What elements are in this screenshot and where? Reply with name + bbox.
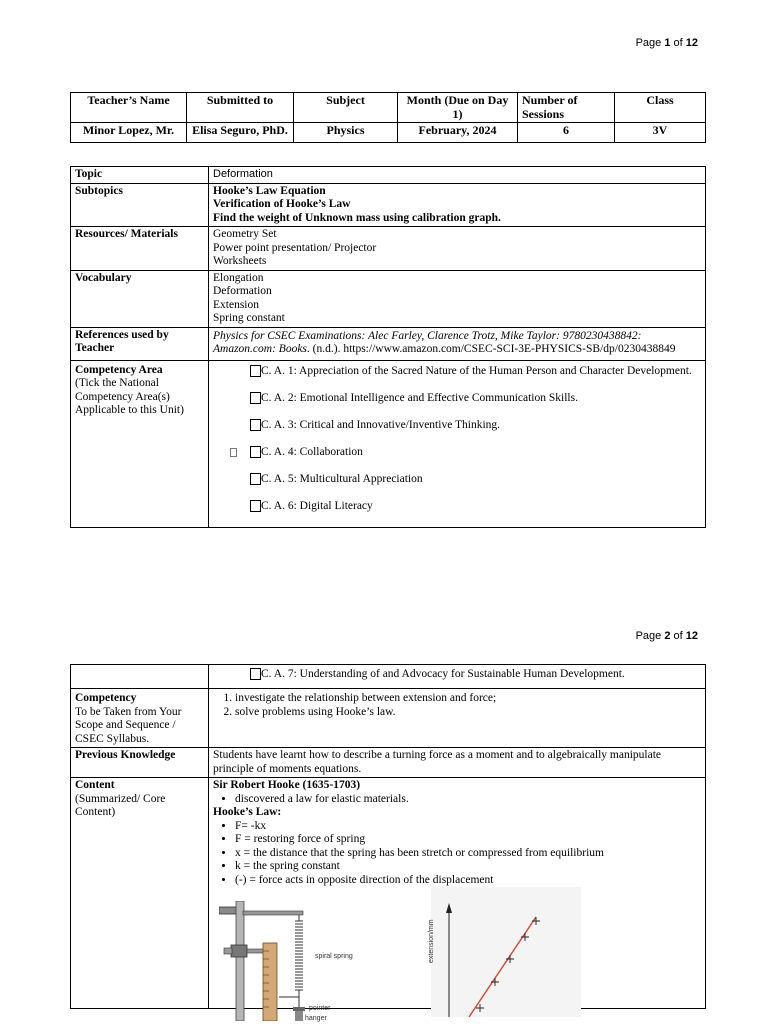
extension-graph [431, 887, 581, 1017]
hookes-bullet: • x = the distance that the spring has been stretch or compressed from equilibrium [235, 847, 701, 861]
hookes-bullet: • (-) = force acts in opposite direction of the displacement [235, 874, 701, 888]
vocabulary-item: Extension [213, 298, 259, 311]
vocabulary-item: Spring constant [213, 312, 285, 324]
checkbox-icon[interactable] [250, 419, 261, 431]
page-number: Page 2 of 12 [635, 630, 698, 642]
pointer-label: pointer [309, 1005, 331, 1012]
references-text [209, 327, 706, 360]
checkbox-icon[interactable] [250, 500, 261, 512]
hookes-law-heading: Hooke’s Law: [213, 806, 282, 818]
competency-item: 2. solve problems using Hooke’s law. [235, 706, 701, 720]
content-heading: Sir Robert Hooke (1635-1703) [213, 779, 361, 791]
vocabulary-item: Deformation [213, 285, 272, 297]
checkbox-icon[interactable] [250, 473, 261, 485]
content-note: (Summarized/ Core Content) [75, 792, 166, 818]
header-teacher-label: Teacher’s Name [71, 93, 187, 123]
lesson-header-table [70, 92, 706, 143]
competency-area-item[interactable]: C. A. 2: Emotional Intelligence and Effective Communication Skills. [209, 391, 701, 418]
class-name: 3V [615, 123, 706, 143]
competency-area-item[interactable]: C. A. 1: Appreciation of the Sacred Nature of the Human Person and Character Development. [209, 364, 701, 391]
competency-area-item[interactable]: C. A. 3: Critical and Innovative/Inventive Thinking. [209, 418, 701, 445]
resources-label: Resources/ Materials [71, 227, 209, 271]
page-number: Page 1 of 12 [635, 37, 698, 49]
vocabulary-label: Vocabulary [71, 270, 209, 327]
references-label: References used by Teacher [71, 327, 209, 360]
header-submitted-label: Submitted to [187, 93, 294, 123]
header-month-label: Month (Due on Day 1) [398, 93, 518, 123]
previous-knowledge-text: Students have learnt how to describe a turning force as a moment and to algebraically manipulate principle of moments equations. [209, 748, 706, 778]
checkbox-icon[interactable] [250, 392, 261, 404]
competency-area-item[interactable]: C. A. 5: Multicultural Appreciation [209, 472, 701, 499]
subtopic-item: Verification of Hooke’s Law [213, 198, 351, 210]
subtopics-list [209, 183, 706, 227]
competency-list [209, 689, 706, 748]
subtopics-label: Subtopics [71, 183, 209, 227]
competency-content-table [70, 664, 706, 1022]
topic-value: Deformation [209, 167, 706, 184]
competency-area-item[interactable]: C. A. 6: Digital Literacy [209, 499, 701, 526]
checkbox-icon[interactable] [250, 668, 261, 680]
header-class-label: Class [615, 93, 706, 123]
content-cell [71, 778, 209, 1009]
competency-note: To be Taken from Your Scope and Sequence / CSEC Syllabus. [75, 705, 182, 745]
y-axis-label: extension/mm [428, 919, 435, 963]
header-sessions-label: Number of Sessions [518, 93, 615, 123]
unit-details-table [70, 166, 706, 528]
resources-list [209, 227, 706, 271]
ca7-cell [209, 665, 706, 689]
competency-area-item[interactable]: C. A. 4: Collaboration [209, 445, 701, 472]
competency-item: 1. investigate the relationship between extension and force; [235, 692, 701, 706]
month-due: February, 2024 [398, 123, 518, 143]
checkbox-icon[interactable] [250, 446, 261, 458]
subtopic-item: Find the weight of Unknown mass using calibration graph. [213, 211, 501, 224]
reference-title: Physics for CSEC Examinations: Alec Farley, Clarence Trotz, Mike Taylor: 9780230438842: Amazon.com: Books [213, 329, 642, 355]
content-body [209, 778, 706, 1022]
number-of-sessions: 6 [518, 123, 615, 143]
hanger-label: hanger [305, 1015, 327, 1022]
small-box-icon [230, 448, 237, 457]
hookes-bullet: • k = the spring constant [235, 860, 701, 874]
header-subject-label: Subject [294, 93, 398, 123]
hookes-bullet: • F= -kx [235, 820, 701, 834]
submitted-to: Elisa Seguro, PhD. [187, 123, 294, 143]
figure-area [213, 887, 701, 1022]
competency-area-item[interactable]: C. A. 7: Understanding of and Advocacy for Sustainable Human Development. [209, 667, 701, 683]
checkbox-icon[interactable] [250, 365, 261, 377]
content-bullet: • discovered a law for elastic materials. [235, 793, 701, 807]
competency-label: Competency [75, 692, 137, 704]
competency-area-list [209, 360, 706, 527]
subtopic-item: Hooke’s Law Equation [213, 184, 326, 197]
topic-label: Topic [71, 167, 209, 184]
competency-area-label: Competency Area [75, 363, 163, 376]
competency-cell [71, 689, 209, 748]
content-label: Content [75, 779, 115, 791]
resource-item: Worksheets [213, 255, 267, 267]
resource-item: Power point presentation/ Projector [213, 241, 377, 254]
reference-source: . (n.d.). https://www.amazon.com/CSEC-SCI-3E-PHYSICS-SB/dp/0230438849 [306, 343, 676, 355]
previous-knowledge-label: Previous Knowledge [71, 748, 209, 778]
subject: Physics [294, 123, 398, 143]
teacher-name: Minor Lopez, Mr. [71, 123, 187, 143]
blank-label-cell [71, 665, 209, 689]
competency-area-note: (Tick the National Competency Area(s) Applicable to this Unit) [75, 377, 184, 416]
competency-area-cell [71, 360, 209, 527]
spring-apparatus-figure [219, 901, 349, 1021]
hookes-bullet: • F = restoring force of spring [235, 833, 701, 847]
spiral-spring-label: spiral spring [315, 953, 353, 960]
resource-item: Geometry Set [213, 228, 277, 240]
vocabulary-item: Elongation [213, 271, 264, 284]
vocabulary-list [209, 270, 706, 327]
